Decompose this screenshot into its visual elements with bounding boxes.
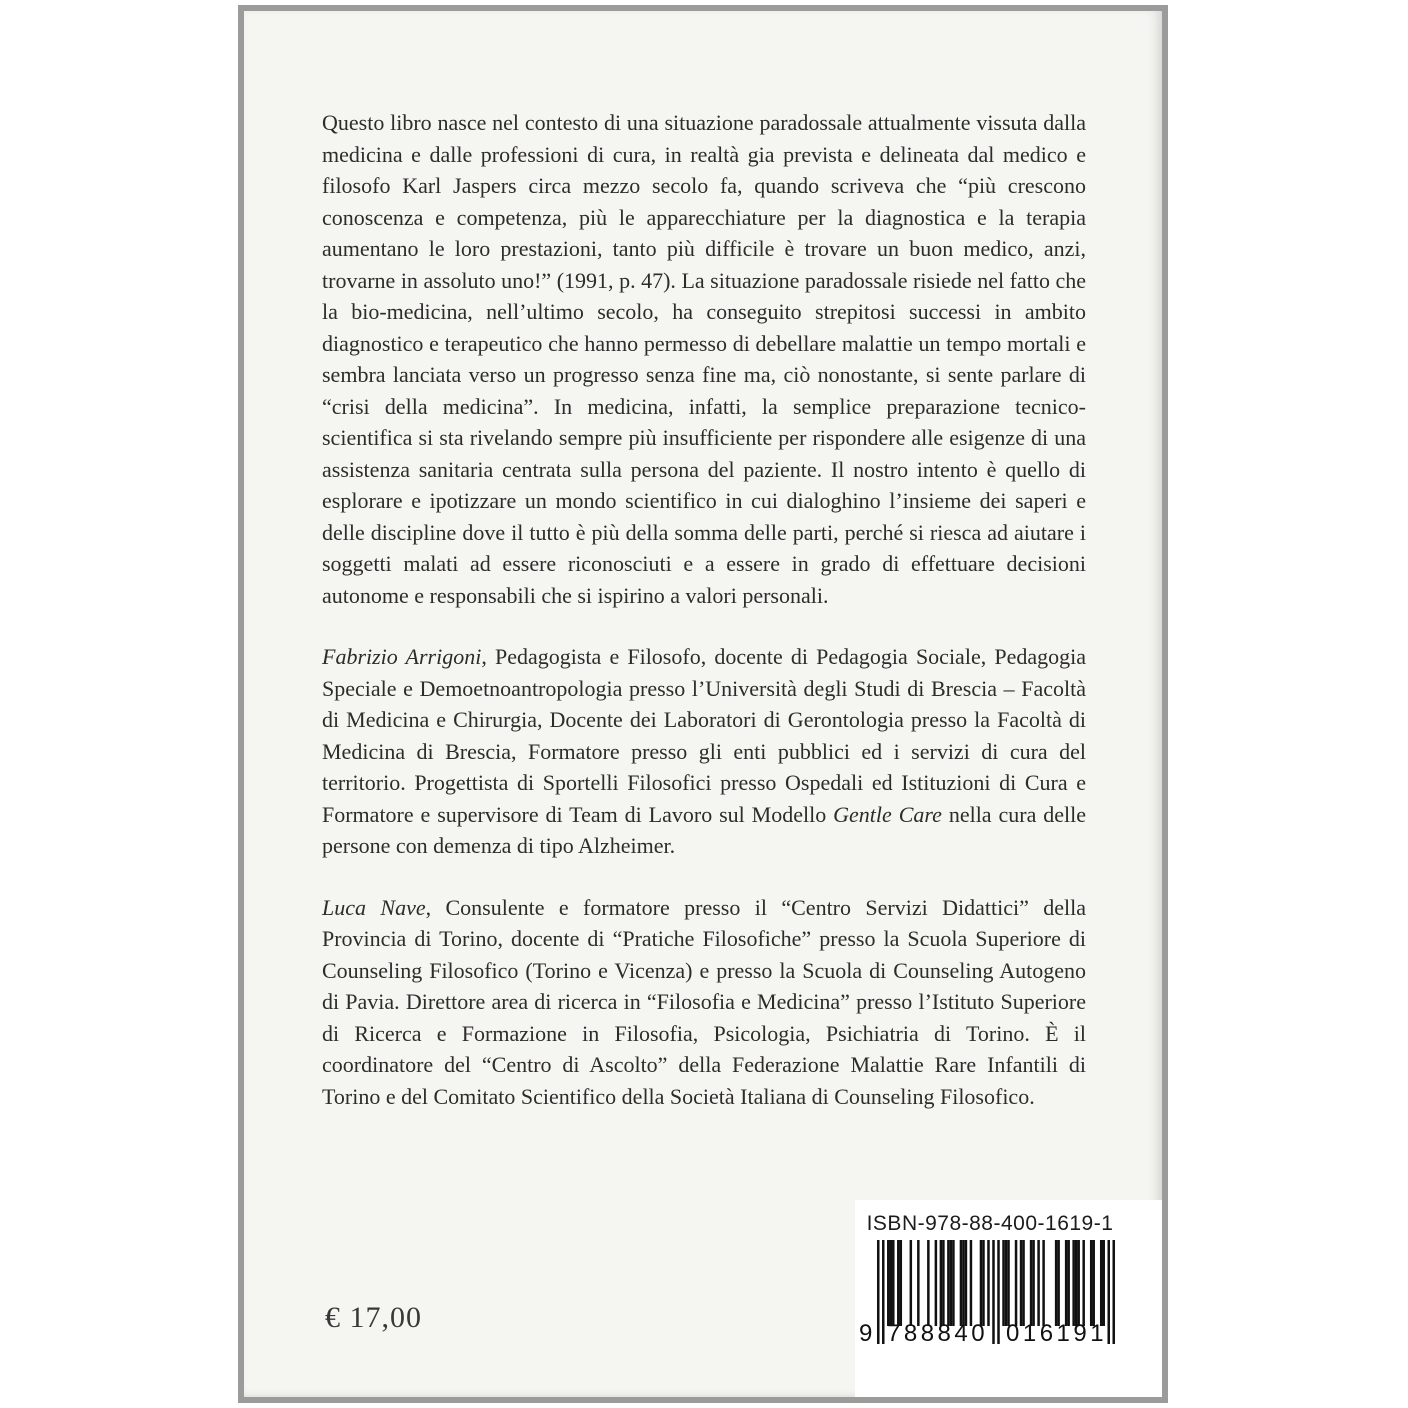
author-name-nave: Luca Nave bbox=[322, 894, 426, 920]
barcode-digit-group: 016191 bbox=[1006, 1320, 1108, 1347]
author-bio-arrigoni bbox=[322, 641, 1086, 862]
cover-text-block bbox=[322, 107, 1086, 1112]
barcode bbox=[861, 1240, 1131, 1348]
author-bio-arrigoni-text-end: nella cura delle persone con demenza di tipo Alzheimer. bbox=[322, 801, 1087, 858]
gentle-care-term: Gentle Care bbox=[833, 801, 942, 827]
author-name-arrigoni: Fabrizio Arrigoni bbox=[322, 644, 482, 669]
price-label: € 17,00 bbox=[325, 1301, 422, 1334]
barcode-panel bbox=[855, 1200, 1162, 1397]
author-bio-nave-text: , Consulente e formatore presso il “Centro Servizi Didattici” della Provincia di Torino, docente di “Pratiche Filosofiche” presso la Scuola Superiore di Counseling Filosofico (Torino e Vicenza) e presso la Scuola di Counseling Autogeno di Pavia. Direttore area di ricerca in “Filosofia e Medicina” presso l’Istituto Superiore di Ricerca e Formazione in Filosofia, Psicologia, Psichiatria di Torino. È il coordinatore del “Centro di Ascolto” della Federazione Malattie Rare Infantili di Torino e del Comitato Scientifico della Società Italiana di Counseling Filosofico. bbox=[322, 894, 1086, 1109]
synopsis-paragraph bbox=[322, 107, 1086, 611]
barcode-digit-group: 9 bbox=[859, 1320, 873, 1347]
book-back-cover bbox=[238, 5, 1168, 1403]
isbn-label: ISBN-978-88-400-1619-1 bbox=[866, 1212, 1114, 1235]
author-bio-arrigoni-text: , Pedagogista e Filosofo, docente di Pedagogia Sociale, Pedagogia Speciale e Demoetnoantropologia presso l’Università degli Studi di Brescia – Facoltà di Medicina e Chirurgia, Docente dei Laboratori di Gerontologia presso la Facoltà di Medicina di Brescia, Formatore presso gli enti pubblici ed i servizi di cura del territorio. Progettista di Sportelli Filosofici presso Ospedali ed Istituzioni di Cura e Formatore e supervisore di Team di Lavoro sul Modello bbox=[322, 644, 1086, 827]
synopsis-text: Questo libro nasce nel contesto di una situazione paradossale attualmente vissuta dalla medicina e dalle professioni di cura, in realtà gia prevista e delineata dal medico e filosofo Karl Jaspers circa mezzo secolo fa, quando scriveva che “più crescono conoscenza e competenza, più le apparecchiature per la diagnostica e la terapia aumentano le loro prestazioni, tanto più difficile è trovare un buon medico, anzi, trovarne in assoluto uno!” (1991, p. 47). La situazione paradossale risiede nel fatto che la bio-medicina, nell’ultimo secolo, ha conseguito strepitosi successi in ambito diagnostico e terapeutico che hanno permesso di debellare malattie un tempo mortali e sembra lanciata verso un progresso senza fine ma, ciò nonostante, si sente parlare di “crisi della medicina”. In medicina, infatti, la semplice preparazione tecnico-scientifica si sta rivelando sempre più insufficiente per rispondere alle esigenze di una assistenza sanitaria centrata sulla persona del paziente. Il nostro intento è quello di esplorare e ipotizzare un mondo scientifico in cui dialoghino l’insieme dei saperi e delle discipline dove il tutto è più della somma delle parti, perché si riesca ad aiutare i soggetti malati ad essere riconosciuti e a essere in grado di effettuare decisioni autonome e responsabili che si ispirino a valori personali. bbox=[322, 110, 1086, 608]
barcode-digit-group: 788840 bbox=[887, 1320, 989, 1347]
author-bio-nave bbox=[322, 892, 1086, 1113]
